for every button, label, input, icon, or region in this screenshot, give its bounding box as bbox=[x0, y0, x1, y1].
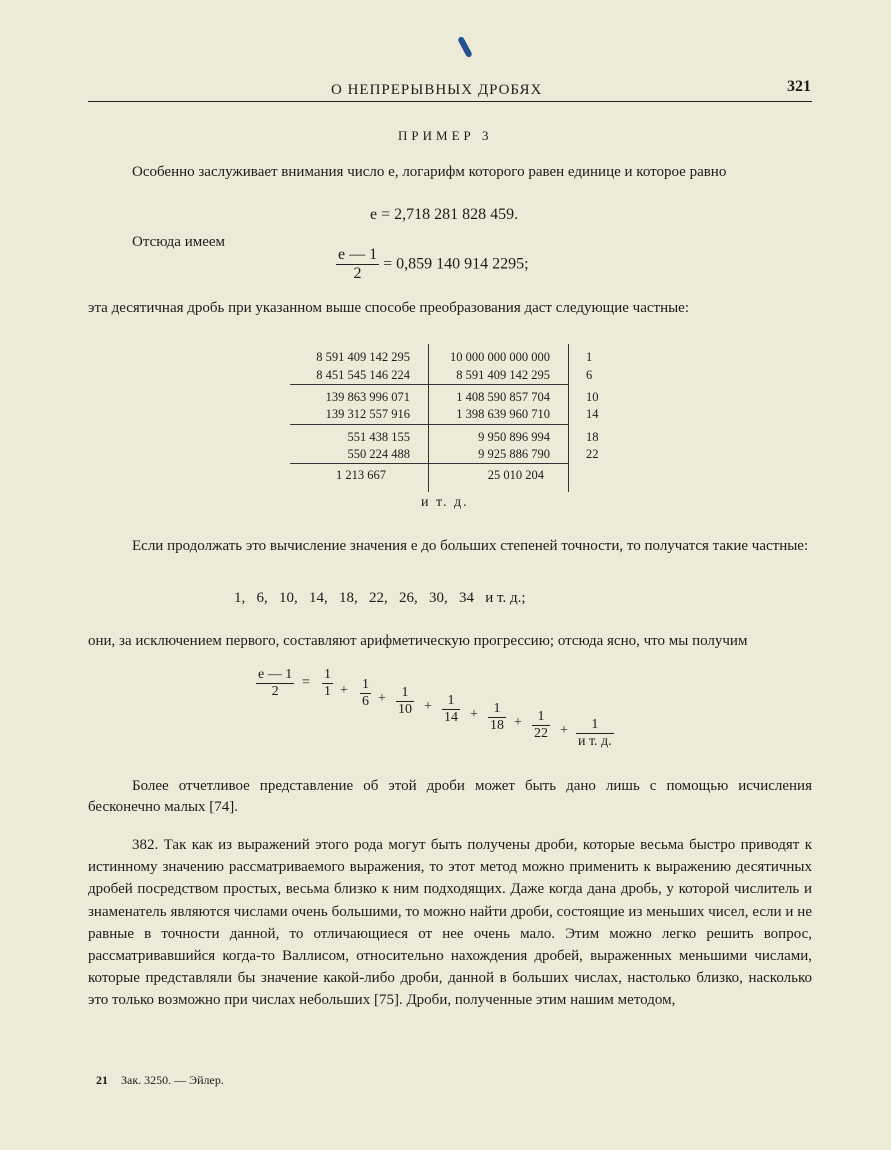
fraction-numerator: 1 bbox=[442, 693, 460, 710]
fraction-numerator: 1 bbox=[532, 709, 550, 726]
table-cell: 14 bbox=[586, 407, 599, 421]
fraction-denominator: 10 bbox=[398, 702, 412, 718]
table-cell: 1 bbox=[586, 350, 593, 364]
fraction-numerator: e — 1 bbox=[256, 667, 294, 684]
equation-half bbox=[336, 246, 529, 284]
table-etc: и т. д. bbox=[421, 495, 469, 510]
equation-half-value: = 0,859 140 914 2295; bbox=[383, 255, 529, 273]
table-cell: 22 bbox=[586, 447, 599, 461]
fraction-numerator: 1 bbox=[488, 701, 506, 718]
fraction-denominator: 18 bbox=[490, 718, 504, 734]
fraction-numerator: e — 1 bbox=[336, 246, 379, 265]
section-title: ПРИМЕР 3 bbox=[398, 128, 493, 143]
fraction-denominator: 1 bbox=[324, 684, 331, 700]
cf-term bbox=[488, 701, 506, 734]
continued-fraction bbox=[256, 667, 656, 767]
table-divider bbox=[568, 344, 569, 492]
table-cell: 10 bbox=[586, 390, 599, 404]
plus-sign: + bbox=[378, 691, 386, 706]
table-cell: 25 010 204 bbox=[487, 468, 544, 482]
plus-sign: + bbox=[514, 715, 522, 730]
cf-term bbox=[532, 709, 550, 742]
table-divider bbox=[428, 344, 429, 492]
table-cell: 1 398 639 960 710 bbox=[456, 407, 550, 421]
table-rule bbox=[428, 424, 568, 425]
plus-sign: + bbox=[424, 699, 432, 714]
table-cell: 18 bbox=[586, 430, 599, 444]
fraction-denominator: 2 bbox=[353, 265, 362, 283]
table-cell: 551 438 155 bbox=[347, 430, 410, 444]
cf-term bbox=[322, 667, 333, 700]
fraction-e-minus-one-over-two bbox=[336, 246, 379, 284]
page-number: 321 bbox=[787, 78, 811, 95]
paragraph-decimal-fraction: эта десятичная дробь при указанном выше способе преобразования даст следующие частные: bbox=[88, 300, 689, 316]
fraction-denominator: 22 bbox=[534, 726, 548, 742]
table-cell: 8 591 409 142 295 bbox=[456, 368, 550, 382]
paragraph-continue: Если продолжать это вычисление значения e до больших степеней точности, то получатся такие частные: bbox=[132, 538, 809, 554]
paragraph-infinitesimal: Более отчетливое представление об этой дроби может быть дано лишь с помощью исчисления бесконечно малых [74]. bbox=[88, 778, 812, 815]
ink-mark bbox=[457, 36, 473, 58]
paragraph-382: 382. Так как из выражений этого рода могут быть получены дроби, которые весьма быстро приводят к истинному значению рассматриваемого выражения, то этот метод можно применить к выражению десятичных дробей посредством простых, весьма близко к ним подходящих. Даже когда дана дробь, у которой числитель и знаменатель являются числами очень большими, то можно найти дроби, состоящие из меньших чисел, если и не равные в точности данной, то отличающиеся от нее очень мало. Этим можно легко решить вопрос, рассматривавшийся когда-то Валлисом, относительно нахождения дробей, выраженных меньшими числами, которые представляли бы значение какой-либо дроби, данной в больших числах, настолько близко, насколько это только возможно при числах небольших [75]. Дроби, полученные этим нашим методом, bbox=[88, 837, 812, 1009]
table-rule bbox=[428, 463, 568, 464]
table-rule bbox=[428, 384, 568, 385]
cf-term bbox=[396, 685, 414, 718]
table-cell: 9 950 896 994 bbox=[478, 430, 550, 444]
plus-sign: + bbox=[470, 707, 478, 722]
fraction-denominator: и т. д. bbox=[578, 734, 612, 750]
cf-term bbox=[442, 693, 460, 726]
running-head: О НЕПРЕРЫВНЫХ ДРОБЯХ bbox=[331, 82, 543, 98]
table-cell: 8 591 409 142 295 bbox=[316, 350, 410, 364]
equals-sign: = bbox=[302, 675, 310, 690]
table-cell: 550 224 488 bbox=[347, 447, 410, 461]
paragraph-progression: они, за исключением первого, составляют арифметическую прогрессию; отсюда ясно, что мы получим bbox=[88, 633, 748, 649]
fraction-numerator: 1 bbox=[360, 677, 371, 694]
table-cell: 139 863 996 071 bbox=[325, 390, 410, 404]
table-cell: 8 451 545 146 224 bbox=[316, 368, 410, 382]
paragraph-hence: Отсюда имеем bbox=[132, 234, 226, 250]
table-cell: 139 312 557 916 bbox=[325, 407, 410, 421]
fraction-denominator: 14 bbox=[444, 710, 458, 726]
table-cell: 1 408 590 857 704 bbox=[456, 390, 550, 404]
equation-e-value: e = 2,718 281 828 459. bbox=[370, 206, 519, 223]
table-rule bbox=[290, 424, 428, 425]
fraction-numerator: 1 bbox=[322, 667, 333, 684]
fraction-denominator: 2 bbox=[271, 684, 279, 700]
fraction-denominator: 6 bbox=[362, 694, 369, 710]
printer-note: Зак. 3250. — Эйлер. bbox=[121, 1073, 224, 1087]
printer-signature bbox=[96, 1073, 224, 1088]
table-cell: 6 bbox=[586, 368, 593, 382]
fraction-numerator: 1 bbox=[396, 685, 414, 702]
table-cell: 9 925 886 790 bbox=[478, 447, 550, 461]
cf-term bbox=[360, 677, 371, 710]
header-rule bbox=[88, 101, 812, 102]
fraction-numerator: 1 bbox=[576, 717, 614, 734]
paragraph-intro: Особенно заслуживает внимания число e, логарифм которого равен единице и которое равно bbox=[132, 164, 727, 180]
division-table bbox=[290, 344, 606, 494]
cf-term bbox=[576, 717, 614, 750]
plus-sign: + bbox=[340, 683, 348, 698]
table-cell: 10 000 000 000 000 bbox=[450, 350, 550, 364]
signature-number: 21 bbox=[96, 1073, 108, 1087]
table-rule bbox=[290, 384, 428, 385]
quotient-sequence: 1, 6, 10, 14, 18, 22, 26, 30, 34 и т. д.; bbox=[234, 590, 526, 606]
cf-lhs bbox=[256, 667, 294, 700]
table-rule bbox=[290, 463, 428, 464]
plus-sign: + bbox=[560, 723, 568, 738]
table-cell: 1 213 667 bbox=[336, 468, 386, 482]
